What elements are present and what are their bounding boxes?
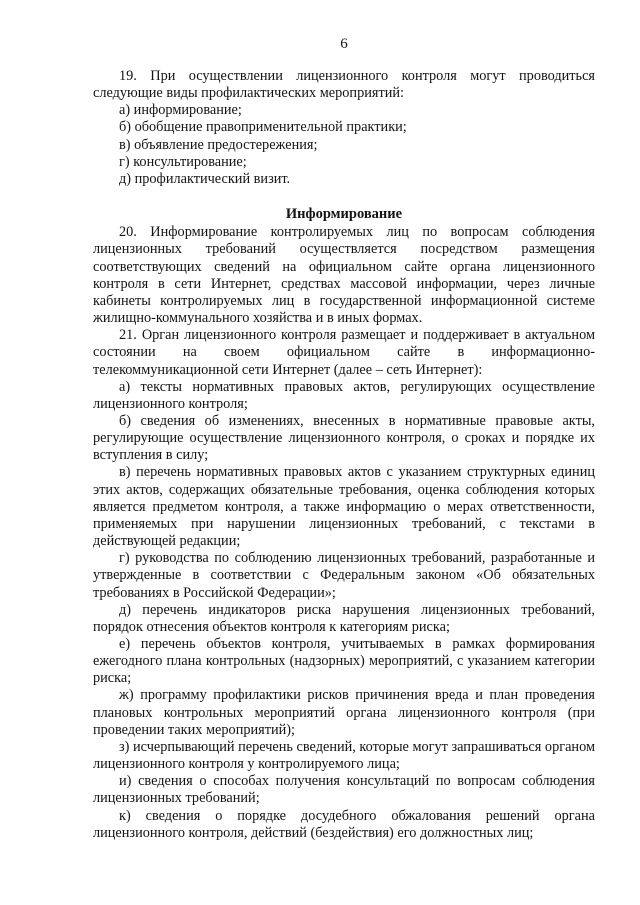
list-item: и) сведения о способах получения консультаций по вопросам соблюдения лицензионных требований;: [93, 773, 595, 807]
list-item: а) информирование;: [119, 102, 242, 119]
list-item: в) объявление предостережения;: [119, 136, 318, 153]
list-item: д) профилактический визит.: [119, 170, 291, 187]
list-item: к) сведения о порядке досудебного обжалования решений органа лицензионного контроля, действий (бездействия) его должностных лиц;: [93, 807, 595, 841]
list-item: в) перечень нормативных правовых актов с указанием структурных единиц этих актов, содержащих обязательные требования, оценка соблюдения которых является предметом контроля, а также информацию о мерах ответственности, применяемых при нарушении лицензионных требований, с текстами в действующей редакции;: [93, 464, 595, 550]
paragraph-21: 21. Орган лицензионного контроля размещает и поддерживает в актуальном состоянии на своем официальном сайте в информационно-телекоммуникационной сети Интернет (далее – сеть Интернет):: [93, 327, 595, 378]
list-item: ж) программу профилактики рисков причинения вреда и план проведения плановых контрольных мероприятий органа лицензионного контроля (при проведении таких мероприятий);: [93, 687, 595, 738]
list-item: г) консультирование;: [119, 153, 247, 170]
section-heading: Информирование: [285, 206, 403, 223]
list-before-heading: [93, 68, 595, 188]
list-item: б) сведения об изменениях, внесенных в нормативные правовые акты, регулирующие осуществление лицензионного контроля, о сроках и порядке их вступления в силу;: [93, 412, 595, 464]
list-item: д) перечень индикаторов риска нарушения лицензионных требований, порядок отнесения объектов контроля к категориям риска;: [93, 601, 595, 635]
list-after-heading: [93, 224, 595, 842]
page-number: 6: [340, 36, 348, 52]
list-item: а) тексты нормативных правовых актов, регулирующих осуществление лицензионного контроля;: [93, 378, 595, 412]
paragraph-19: 19. При осуществлении лицензионного контроля могут проводиться следующие виды профилактических мероприятий:: [93, 68, 595, 102]
paragraph-20: 20. Информирование контролируемых лиц по вопросам соблюдения лицензионных требований осуществляется посредством размещения соответствующих сведений на официальном сайте органа лицензионного контроля в сети Интернет, средствах массовой информации, через личные кабинеты контролируемых лиц в государственной информационной системе жилищно-коммунального хозяйства и в иных формах.: [93, 224, 595, 327]
list-item: з) исчерпывающий перечень сведений, которые могут запрашиваться органом лицензионного контроля у контролируемого лица;: [93, 738, 595, 773]
list-item: г) руководства по соблюдению лицензионных требований, разработанные и утвержденные в соответствии с Федеральным законом «Об обязательных требованиях в Российской Федерации»;: [93, 550, 595, 601]
list-item: е) перечень объектов контроля, учитываемых в рамках формирования ежегодного плана контрольных (надзорных) мероприятий, с указанием категории риска;: [93, 636, 595, 687]
list-item: б) обобщение правоприменительной практики;: [119, 119, 407, 136]
